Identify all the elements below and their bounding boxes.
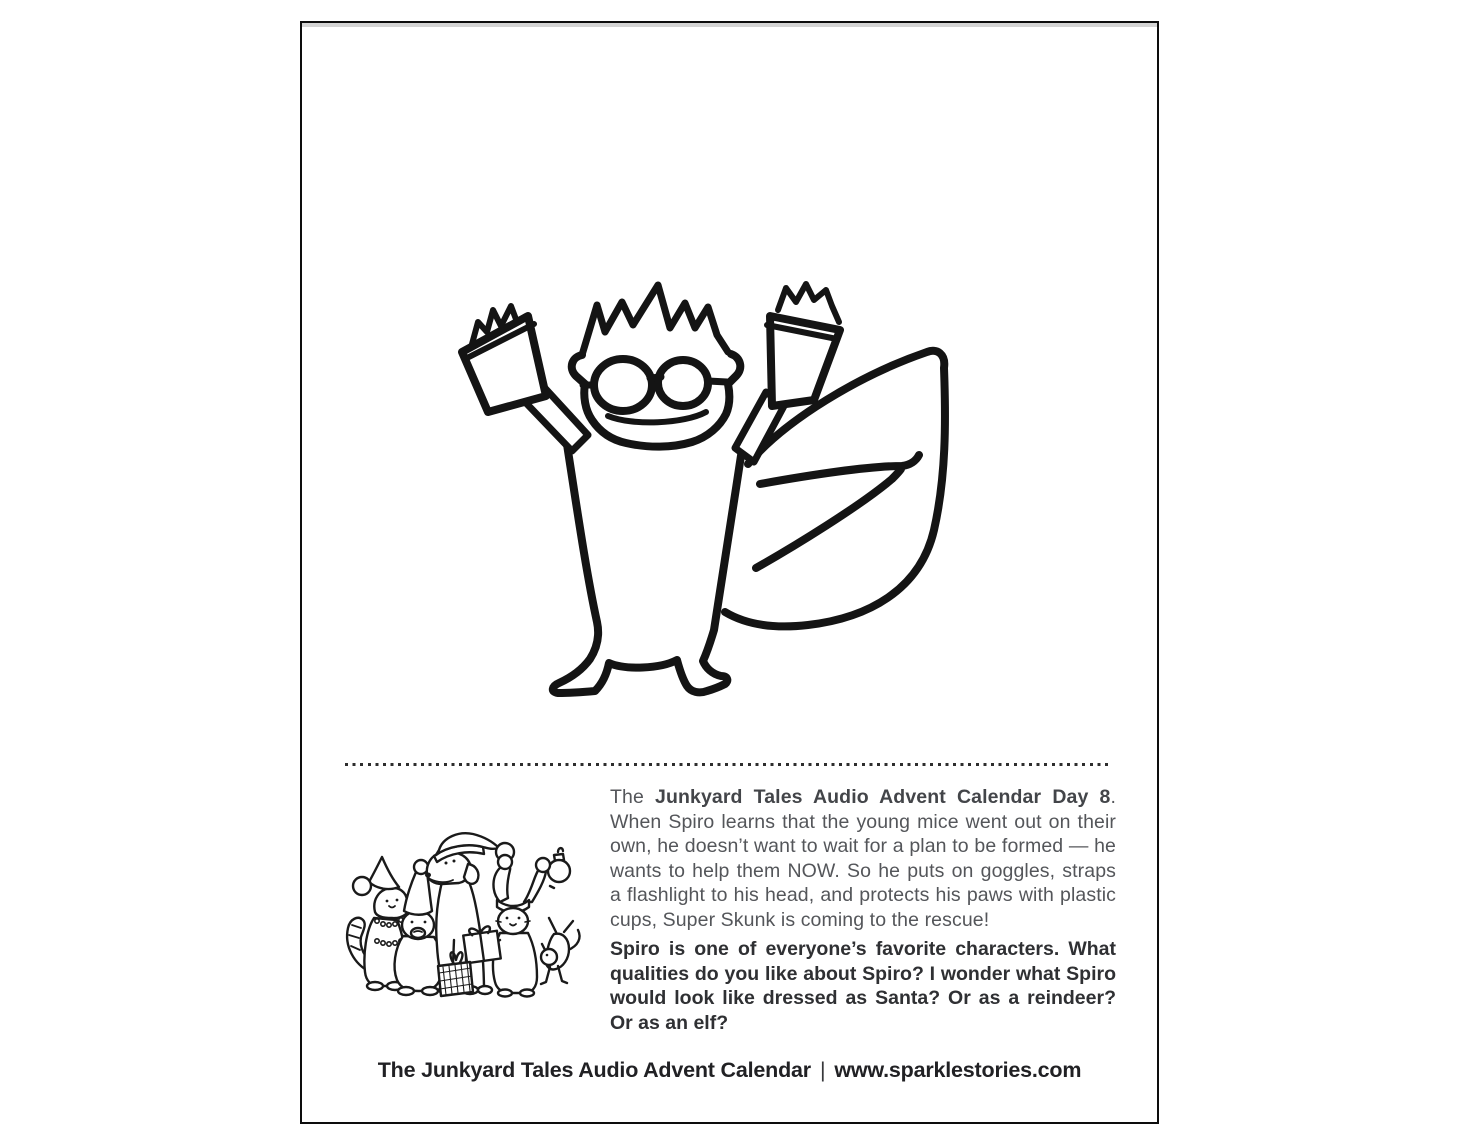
intro-title: Junkyard Tales Audio Advent Calendar Day 8 — [655, 786, 1111, 808]
spiro-super-skunk-drawing — [440, 272, 960, 707]
intro-paragraph — [610, 785, 1116, 932]
skunk-body — [553, 436, 744, 693]
question-paragraph: Spiro is one of everyone’s favorite characters. What qualities do you like about Spiro? I wonder what Spiro would look like dressed as Santa? Or as a reindeer? Or as an elf? — [610, 938, 1116, 1034]
skunk-tail — [725, 351, 945, 627]
intro-prefix: The — [610, 786, 656, 808]
christmas-animals-illustration — [342, 820, 592, 1012]
hanging-ornament-icon — [548, 848, 570, 888]
story-description — [610, 785, 1116, 1035]
footer-series-title: The Junkyard Tales Audio Advent Calendar — [377, 1058, 811, 1082]
skunk-left-cup-paw — [462, 306, 546, 412]
held-present — [462, 925, 500, 963]
dotted-divider — [345, 763, 1112, 766]
running-critter — [541, 918, 580, 984]
footer-website: www.sparklestories.com — [834, 1058, 1082, 1082]
footer-caption — [302, 1058, 1157, 1083]
coloring-page — [300, 21, 1159, 1124]
intro-body: . When Spiro learns that the young mice went out on their own, he doesn’t want to wait for a plan to be formed — he wants to help them NOW. So he puts on goggles, straps a flashlight to his head, and protects his paws with plastic cups, Super Skunk is coming to the rescue! — [610, 786, 1116, 931]
skunk-right-cup-paw — [767, 284, 840, 406]
page-top-shadow — [302, 23, 1157, 27]
footer-separator: | — [819, 1058, 826, 1082]
